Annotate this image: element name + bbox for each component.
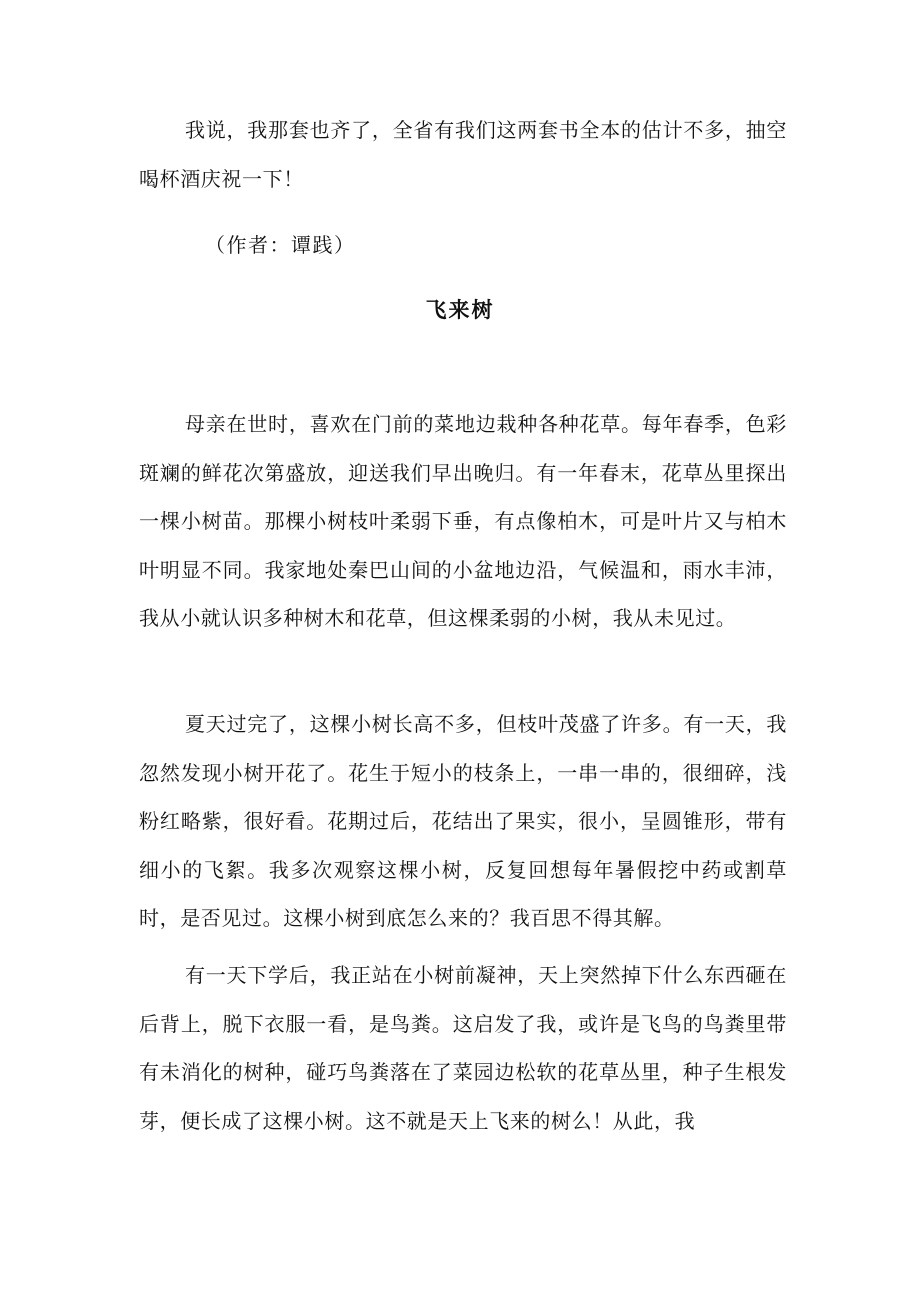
body-paragraph-3: 有一天下学后，我正站在小树前凝神，天上突然掉下什么东西砸在后背上，脱下衣服一看，是鸟粪。这启发了我，或许是飞鸟的鸟粪里带有未消化的树种，碰巧鸟粪落在了菜园边松软的花草丛里，种子生根发芽，便长成了这棵小树。这不就是天上飞来的树么！从此，我 — [139, 963, 787, 1133]
body-paragraph-1: 母亲在世时，喜欢在门前的菜地边栽种各种花草。每年春季，色彩斑斓的鲜花次第盛放，迎送我们早出晚归。有一年春末，花草丛里探出一棵小树苗。那棵小树枝叶柔弱下垂，有点像柏木，可是叶片又与柏木叶明显不同。我家地处秦巴山间的小盆地边沿，气候温和，雨水丰沛，我从小就认识多种树木和花草，但这棵柔弱的小树，我从未见过。 — [139, 412, 787, 630]
article-title: 飞来树 — [425, 297, 495, 322]
body-paragraph-2: 夏天过完了，这棵小树长高不多，但枝叶茂盛了许多。有一天，我忽然发现小树开花了。花生于短小的枝条上，一串一串的，很细碎，浅粉红略紫，很好看。花期过后，花结出了果实，很小，呈圆锥形，带有细小的飞絮。我多次观察这棵小树，反复回想每年暑假挖中药或割草时，是否见过。这棵小树到底怎么来的？我百思不得其解。 — [139, 712, 787, 930]
intro-paragraph: 我说，我那套也齐了，全省有我们这两套书全本的估计不多，抽空喝杯酒庆祝一下！ — [139, 118, 787, 191]
author-credit: （作者：谭践） — [205, 233, 356, 257]
